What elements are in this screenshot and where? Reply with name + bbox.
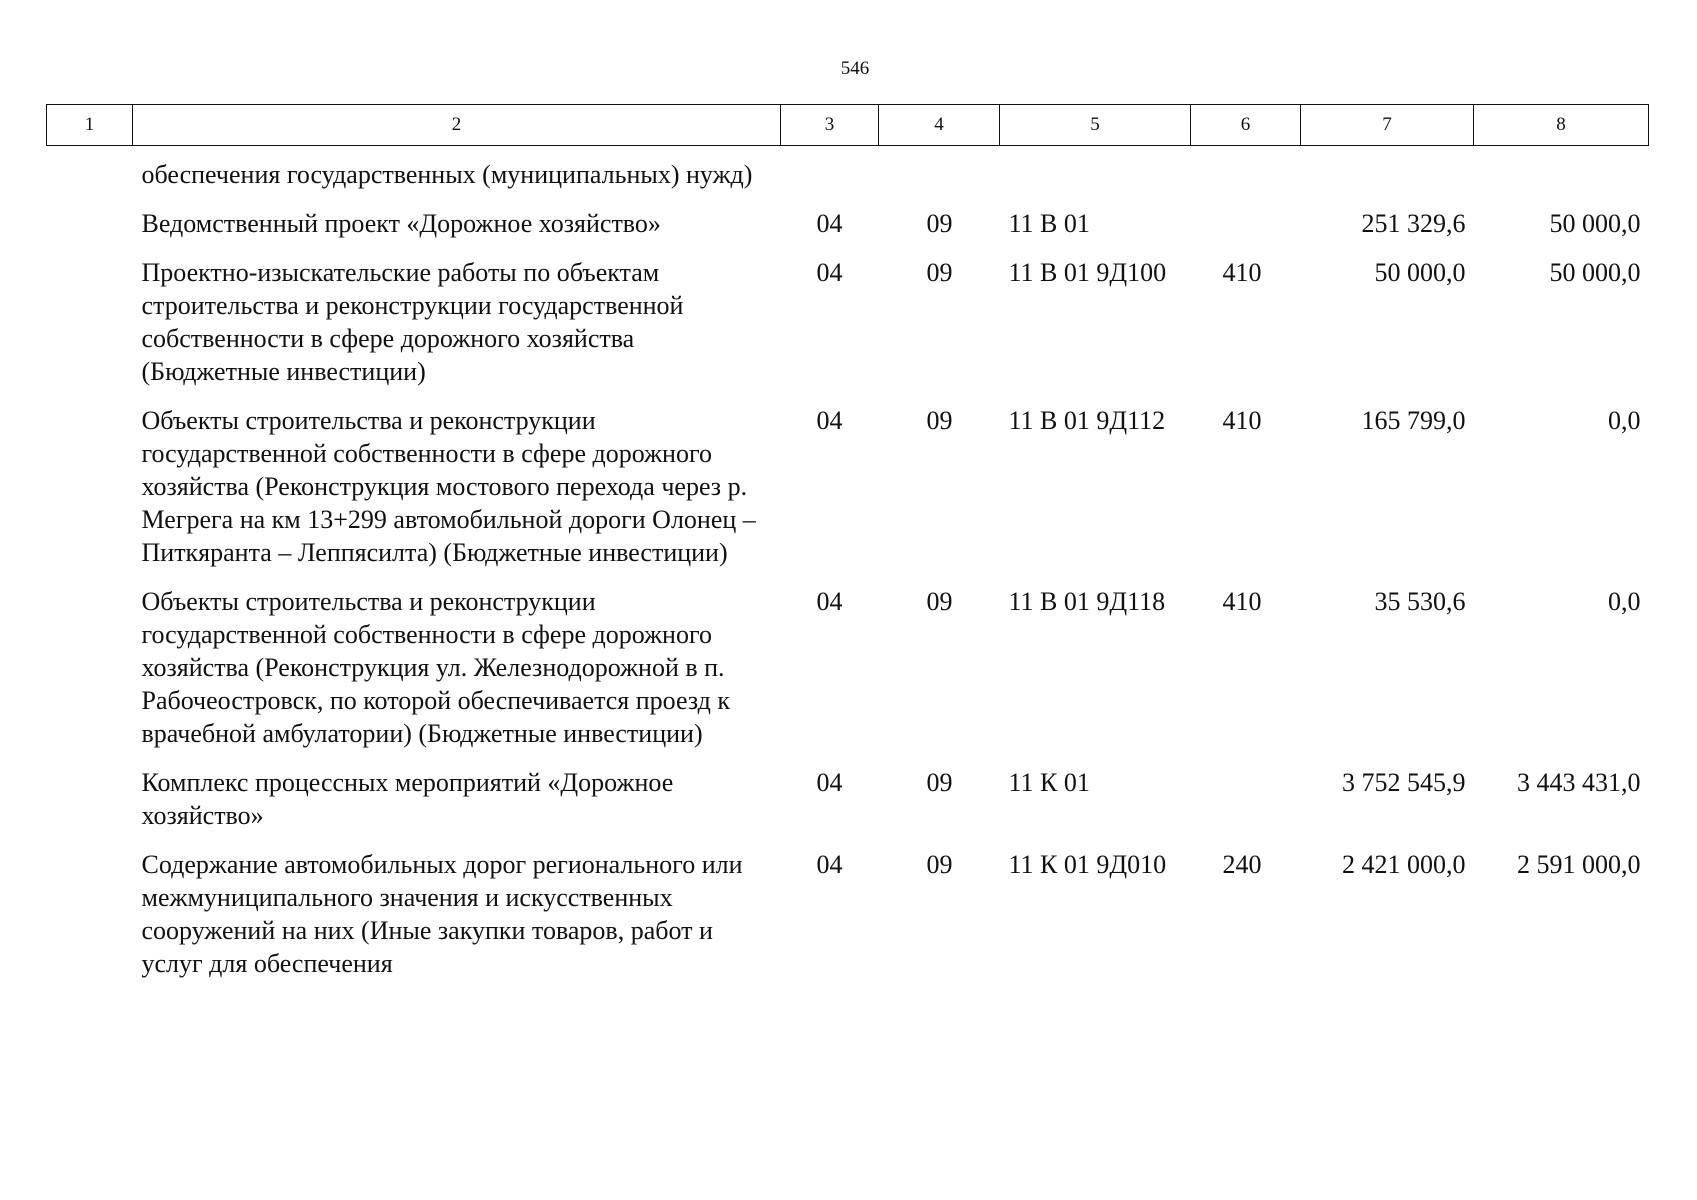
expense-type-cell: 410 <box>1222 587 1262 616</box>
expense-name-cell: Ведомственный проект «Дорожное хозяйство» <box>141 209 661 238</box>
amount-col7-cell: 251 329,6 <box>1361 209 1466 238</box>
target-article-cell: 11 В 01 9Д112 <box>1008 406 1166 435</box>
amount-col7-cell: 2 421 000,0 <box>1342 850 1466 879</box>
target-article-cell: 11 В 01 9Д118 <box>1008 587 1166 616</box>
section-cell: 04 <box>816 209 843 238</box>
target-article-cell: 11 В 01 9Д100 <box>1008 258 1167 287</box>
row-number-cell <box>47 146 133 208</box>
header-cell-6: 6 <box>1191 105 1301 146</box>
page-number: 546 <box>840 58 870 79</box>
row-number-cell <box>47 585 133 766</box>
header-cell-5: 5 <box>1000 105 1191 146</box>
table-row <box>47 146 1649 208</box>
expense-name-cell: Содержание автомобильных дорог регионального или межмуниципального значения и искусственных сооружений на них (Иные закупки товаров, работ и услуг для обеспечения <box>141 850 743 978</box>
expense-type-cell: 410 <box>1222 406 1262 435</box>
expense-name-cell: Проектно-изыскательские работы по объектам строительства и реконструкции государственной собственности в сфере дорожного хозяйства (Бюджетные инвестиции) <box>141 258 684 386</box>
expense-name-cell: Комплекс процессных мероприятий «Дорожное хозяйство» <box>141 768 674 830</box>
subsection-cell: 09 <box>926 258 953 287</box>
table-row <box>47 256 1649 404</box>
subsection-cell: 09 <box>926 587 953 616</box>
section-cell: 04 <box>816 406 843 435</box>
target-article-cell: 11 В 01 <box>1008 209 1090 238</box>
expense-type-cell <box>1191 146 1301 208</box>
row-number-cell <box>47 848 133 996</box>
table-row <box>47 404 1649 585</box>
budget-table <box>46 104 1649 996</box>
header-row <box>47 105 1649 146</box>
target-article-cell <box>1000 146 1191 208</box>
subsection-cell: 09 <box>926 850 953 879</box>
amount-col7-cell: 50 000,0 <box>1374 258 1466 287</box>
target-article-cell: 11 К 01 9Д010 <box>1008 850 1167 879</box>
expense-type-cell <box>1191 207 1301 256</box>
amount-col8-cell <box>1474 146 1649 208</box>
table-row <box>47 766 1649 848</box>
expense-name-cell: Объекты строительства и реконструкции государственной собственности в сфере дорожного хозяйства (Реконструкция мостового перехода через р. Мегрега на км 13+299 автомобильной дороги Олонец – Питкяранта – Леппясилта) (Бюджетные инвестиции) <box>141 406 756 567</box>
amount-col8-cell: 50 000,0 <box>1549 258 1641 287</box>
subsection-cell: 09 <box>926 768 953 797</box>
table-row <box>47 848 1649 996</box>
section-cell: 04 <box>816 850 843 879</box>
expense-type-cell <box>1191 766 1301 848</box>
section-cell <box>781 146 879 208</box>
section-cell: 04 <box>816 587 843 616</box>
row-number-cell <box>47 207 133 256</box>
amount-col8-cell: 0,0 <box>1608 587 1641 616</box>
table-row <box>47 585 1649 766</box>
amount-col8-cell: 50 000,0 <box>1549 209 1641 238</box>
expense-name-cell: обеспечения государственных (муниципальных) нужд) <box>141 160 753 189</box>
amount-col7-cell: 35 530,6 <box>1374 587 1466 616</box>
section-cell: 04 <box>816 768 843 797</box>
expense-type-cell: 410 <box>1222 258 1262 287</box>
subsection-cell <box>879 146 1000 208</box>
amount-col8-cell: 0,0 <box>1608 406 1641 435</box>
target-article-cell: 11 К 01 <box>1008 768 1090 797</box>
expense-type-cell: 240 <box>1222 850 1262 879</box>
header-cell-4: 4 <box>879 105 1000 146</box>
table-row <box>47 207 1649 256</box>
header-cell-3: 3 <box>781 105 879 146</box>
amount-col7-cell: 3 752 545,9 <box>1342 768 1466 797</box>
subsection-cell: 09 <box>926 406 953 435</box>
amount-col7-cell: 165 799,0 <box>1361 406 1466 435</box>
row-number-cell <box>47 404 133 585</box>
row-number-cell <box>47 766 133 848</box>
header-cell-2: 2 <box>133 105 781 146</box>
header-cell-8: 8 <box>1474 105 1649 146</box>
table-body <box>47 146 1649 997</box>
amount-col7-cell <box>1301 146 1474 208</box>
section-cell: 04 <box>816 258 843 287</box>
header-cell-7: 7 <box>1301 105 1474 146</box>
expense-name-cell: Объекты строительства и реконструкции государственной собственности в сфере дорожного хозяйства (Реконструкция ул. Железнодорожной в п. Рабочеостровск, по которой обеспечивается проезд к врачебной амбулатории) (Бюджетные инвестиции) <box>141 587 731 748</box>
header-cell-1: 1 <box>47 105 133 146</box>
subsection-cell: 09 <box>926 209 953 238</box>
table-header <box>47 105 1649 146</box>
amount-col8-cell: 3 443 431,0 <box>1517 768 1641 797</box>
amount-col8-cell: 2 591 000,0 <box>1517 850 1641 879</box>
row-number-cell <box>47 256 133 404</box>
